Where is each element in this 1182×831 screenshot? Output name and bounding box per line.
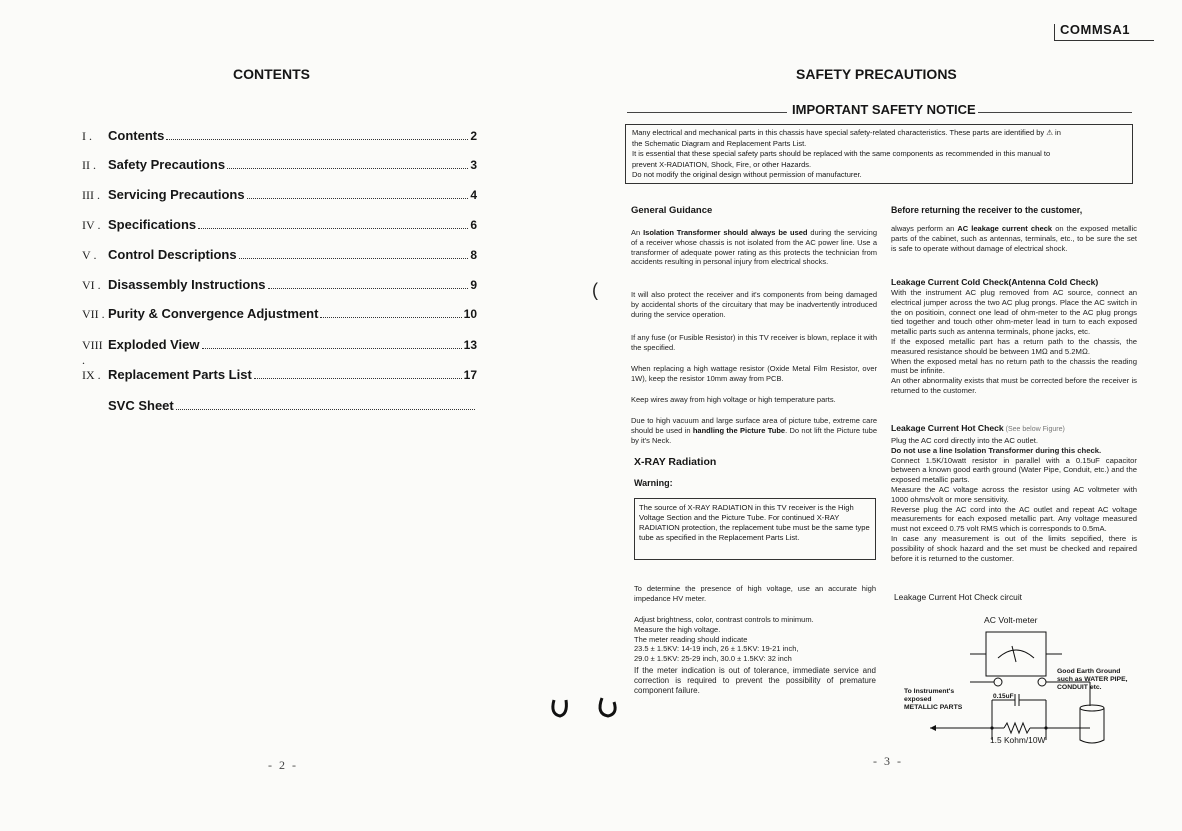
toc-item-number: III .	[82, 188, 100, 202]
toc-item[interactable]	[82, 128, 477, 146]
toc-item-title: SVC Sheet	[108, 398, 174, 413]
toc-leader-dots	[239, 257, 469, 259]
binding-hole-marks	[548, 694, 624, 722]
scan-mark: (	[592, 280, 598, 300]
toc-item-page: 9	[470, 278, 477, 292]
earth-ground-label	[1057, 668, 1128, 692]
text-run: always perform an	[891, 224, 958, 233]
hot-check-heading-note: (See below Figure)	[1003, 426, 1065, 433]
xray-heading: X-RAY Radiation	[634, 456, 717, 468]
text-run: METALLIC PARTS	[904, 704, 963, 711]
cold-check-paragraph	[891, 288, 1137, 396]
notice-line: Many electrical and mechanical parts in this chassis have special safety-related characteristics. These parts are identified by ⚠ in	[632, 128, 1061, 137]
text-run: exposed	[904, 696, 932, 703]
text-run: An	[631, 228, 644, 237]
text-run: Reverse plug the AC cord into the AC outlet and repeat AC voltage measurements for each exposed metallic part. Any voltage measured must not exceed 0.75 volt RMS which is corresponds to 0.5mA.	[891, 504, 1137, 534]
toc-item-title: Disassembly Instructions	[108, 277, 266, 292]
toc-leader-dots	[254, 377, 462, 379]
safety-notice-box	[625, 124, 1133, 184]
text-run: CONDUIT etc.	[1057, 684, 1102, 691]
text-run-bold: Do not use a line Isolation Transformer during this check.	[891, 445, 1102, 455]
toc-leader-dots	[227, 167, 468, 169]
guidance-paragraph-2: It will also protect the receiver and it's components from being damaged by accidental shorts of the circuitary that may be inadvertently introduced during the service operation.	[631, 290, 877, 319]
toc-item-page: 8	[470, 248, 477, 262]
measure-line: The meter reading should indicate	[634, 634, 748, 644]
toc-item-title: Safety Precautions	[108, 157, 226, 172]
hot-check-heading: Leakage Current Hot Check	[891, 423, 1004, 433]
guidance-paragraph-4: When replacing a high wattage resistor (Oxide Metal Film Resistor, over 1W), keep the resistor 10mm away from PCB.	[631, 364, 877, 383]
text-run-bold: AC leakage current check	[957, 224, 1053, 233]
contents-title: CONTENTS	[233, 66, 310, 82]
guidance-paragraph-3: If any fuse (or Fusible Resistor) in this TV receiver is blown, replace it with the specified.	[631, 333, 877, 352]
document-code: COMMSA1	[1060, 22, 1130, 37]
toc-item-title: Replacement Parts List	[108, 367, 252, 382]
toc-item-number: IV .	[82, 218, 101, 232]
text-run: To Instrument's	[904, 688, 955, 695]
resistor-label: 1.5 Kohm/10W	[990, 735, 1046, 745]
toc-leader-dots	[176, 408, 475, 410]
notice-rule-right	[978, 112, 1132, 113]
warning-label: Warning:	[634, 478, 673, 488]
notice-line: the Schematic Diagram and Replacement Parts List.	[632, 138, 807, 148]
toc-item-title: Servicing Precautions	[108, 187, 245, 202]
toc-item[interactable]	[82, 306, 477, 324]
text-run: Good Earth Ground	[1057, 668, 1121, 675]
text-run: When the exposed metal has no return path to the chassis the reading must be infinite.	[891, 356, 1137, 376]
toc-item-page: 17	[463, 368, 477, 382]
toc-item-number: VII .	[82, 307, 105, 321]
toc-item-title: Specifications	[108, 217, 197, 232]
toc-leader-dots	[247, 197, 469, 199]
header-rule-tick	[1054, 24, 1055, 40]
text-run: With the instrument AC plug removed from AC source, connect an electrical jumper across the two AC plug prongs. Place the AC switch in the on positioin, connect one lead of ohm-meter to the AC plug prongs tied together and touch other ohm-meter lead in turn to each exposed metallic parts such as antenna terminals, phone jacks, etc.	[891, 288, 1137, 337]
toc-item-number: V .	[82, 248, 97, 262]
toc-item[interactable]	[82, 217, 477, 235]
toc-item[interactable]	[82, 157, 477, 175]
guidance-paragraph-5: Keep wires away from high voltage or high temperature parts.	[631, 395, 836, 404]
text-run-bold: handling the Picture Tube	[692, 425, 786, 435]
toc-item[interactable]	[82, 187, 477, 205]
safety-title: SAFETY PRECAUTIONS	[796, 66, 957, 82]
toc-item[interactable]	[82, 337, 477, 367]
text-run: Plug the AC cord directly into the AC outlet.	[891, 436, 1038, 445]
toc-item-page: 10	[463, 307, 477, 321]
circuit-heading: Leakage Current Hot Check circuit	[894, 592, 1023, 602]
text-run: If the exposed metallic part has a return path to the chassis, the measured resistance should be between 1MΩ and 5.2MΩ.	[891, 336, 1137, 356]
xray-paragraph-1: To determine the presence of high voltage, use an accurate high impedance HV meter.	[634, 584, 876, 603]
toc-item-number: II .	[82, 158, 96, 172]
cold-check-heading: Leakage Current Cold Check(Antenna Cold Check)	[891, 277, 1099, 287]
toc-item-page: 3	[470, 158, 477, 172]
header-rule	[1054, 40, 1154, 41]
text-run: Connect 1.5K/10watt resistor in parallel with a 0.15uF capacitor between a known good earth ground (Water Pipe, Conduit, etc.) and the exposed metallic parts.	[891, 455, 1137, 485]
text-run: Measure the AC voltage across the resistor using AC voltmeter with 1000 ohms/volt or more sensitivity.	[891, 484, 1137, 504]
toc-item[interactable]	[82, 247, 477, 265]
toc-item-number: IX .	[82, 368, 101, 382]
toc-leader-dots	[166, 138, 468, 140]
general-guidance-heading: General Guidance	[631, 205, 713, 216]
text-run: . Do not lift the Picture tube by it's Neck.	[631, 425, 877, 445]
toc-item-page: 13	[463, 338, 477, 352]
hot-check-paragraph	[891, 436, 1137, 563]
voltmeter-label: AC Volt-meter	[984, 615, 1038, 625]
xray-measure-block	[634, 615, 876, 664]
toc-item-number: I .	[82, 129, 92, 143]
toc-item[interactable]	[82, 398, 477, 416]
toc-item[interactable]	[82, 367, 477, 385]
toc-item-number: VI .	[82, 278, 101, 292]
measure-line: 29.0 ± 1.5KV: 25-29 inch, 30.0 ± 1.5KV: 32 inch	[634, 654, 792, 664]
notice-rule-left	[627, 112, 787, 113]
notice-line: prevent X-RADIATION, Shock, Fire, or other Hazards.	[632, 159, 812, 169]
toc-leader-dots	[202, 347, 462, 349]
toc-leader-dots	[198, 227, 468, 229]
measure-line: 23.5 ± 1.5KV: 14-19 inch, 26 ± 1.5KV: 19-21 inch,	[634, 644, 799, 654]
toc-item-title: Contents	[108, 128, 165, 143]
notice-line: Do not modify the original design without permission of manufacturer.	[632, 170, 862, 180]
page-number-right: - 3 -	[873, 754, 903, 768]
guidance-paragraph-6	[631, 416, 877, 445]
toc-item-number: VIII .	[82, 338, 103, 367]
before-returning-heading: Before returning the receiver to the customer,	[891, 205, 1083, 215]
toc-item-title: Purity & Convergence Adjustment	[108, 306, 319, 321]
xray-paragraph-3: If the meter indication is out of tolerance, immediate service and correction is required to prevent the possibility of premature component failure.	[634, 666, 876, 695]
before-returning-paragraph	[891, 224, 1137, 253]
text-run-bold: Isolation Transformer should always be used	[643, 228, 808, 237]
text-run: during the servicing of a receiver whose chassis is not isolated from the AC power line. Use a transformer of adequate power rating as this protects the technician from accidents resulting in personal injury from electrical shocks.	[631, 228, 877, 267]
text-run: An other abnormality exists that must be corrected before the receiver is returned to the customer.	[891, 376, 1137, 395]
text-run: on the exposed metallic parts of the cabinet, such as antennas, terminals, etc., to be sure the set is safe to operate without damage of electrical shock.	[891, 224, 1138, 253]
measure-line: Adjust brightness, color, contrast controls to minimum.	[634, 615, 814, 624]
text-run: In case any measurement is out of the limits sepcified, there is possibility of shock hazard and the set must be checked and repaired before it is returned to the customer.	[891, 533, 1137, 563]
toc-item-page: 4	[470, 188, 477, 202]
text-run: Due to high vacuum and large surface area of picture tube, extreme care should be used in	[631, 416, 877, 435]
measure-line: Measure the high voltage.	[634, 624, 721, 634]
guidance-paragraph-1	[631, 228, 877, 267]
text-run: such as WATER PIPE,	[1057, 676, 1128, 683]
hot-check-heading-row	[891, 423, 1065, 433]
toc-leader-dots	[268, 287, 469, 289]
page-number-left: - 2 -	[268, 758, 298, 772]
capacitor-label: 0.15uF	[993, 693, 1014, 700]
toc-leader-dots	[320, 316, 461, 318]
toc-item-page: 6	[470, 218, 477, 232]
toc-item-title: Control Descriptions	[108, 247, 237, 262]
toc-item-title: Exploded View	[108, 337, 200, 352]
notice-line: It is essential that these special safety parts should be replaced with the same components as recommended in this manual to	[632, 149, 1051, 159]
toc-item-page: 2	[470, 129, 477, 143]
instrument-parts-label	[904, 688, 962, 712]
xray-warning-box: The source of X-RAY RADIATION in this TV receiver is the High Voltage Section and the Picture Tube. For continued X-RAY RADIATION protection, the replacement tube must be the same type tube as specified in the Replacement Parts List.	[634, 498, 876, 560]
toc-item[interactable]	[82, 277, 477, 295]
notice-title: IMPORTANT SAFETY NOTICE	[792, 102, 976, 117]
